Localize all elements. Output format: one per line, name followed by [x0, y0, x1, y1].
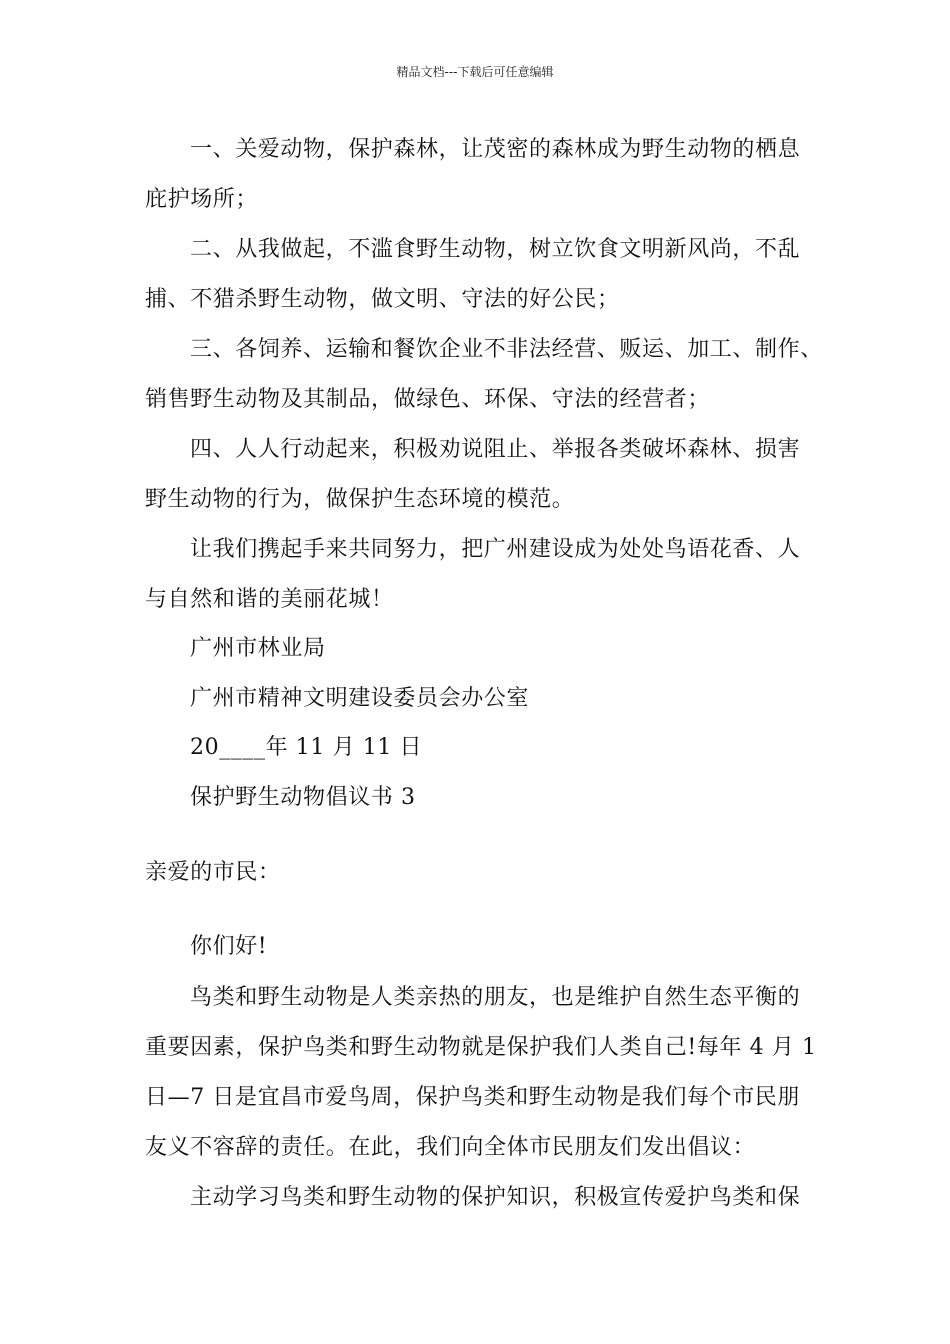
signature-date: 20____年 11 月 11 日 [190, 735, 423, 760]
paragraph-line: 野生动物的行为，做保护生态环境的模范。 [145, 487, 575, 512]
paragraph-line: 日—7 日是宜昌市爱鸟周，保护鸟类和野生动物是我们每个市民朋 [145, 1085, 800, 1110]
paragraph-line: 与自然和谐的美丽花城！ [145, 587, 394, 612]
paragraph-line: 三、各饲养、运输和餐饮企业不非法经营、贩运、加工、制作、 [190, 337, 823, 362]
paragraph-line: 庇护场所； [145, 187, 259, 212]
paragraph-line: 销售野生动物及其制品，做绿色、环保、守法的经营者； [145, 387, 711, 412]
paragraph-line: 捕、不猎杀野生动物，做文明、守法的好公民； [145, 287, 620, 312]
greeting: 你们好! [190, 934, 268, 959]
salutation: 亲爱的市民： [145, 860, 281, 885]
section-title: 保护野生动物倡议书 3 [190, 785, 416, 810]
paragraph-line: 友义不容辞的责任。在此，我们向全体市民朋友们发出倡议： [145, 1135, 756, 1160]
paragraph-line: 二、从我做起，不滥食野生动物，树立饮食文明新风尚，不乱 [190, 237, 801, 262]
paragraph-line: 一、关爱动物，保护森林，让茂密的森林成为野生动物的栖息 [190, 137, 801, 162]
signature-organization: 广州市林业局 [190, 636, 326, 661]
page-header: 精品文档---下载后可任意编辑 [396, 65, 554, 79]
paragraph-line: 让我们携起手来共同努力，把广州建设成为处处鸟语花香、人 [190, 537, 801, 562]
paragraph-line: 鸟类和野生动物是人类亲热的朋友，也是维护自然生态平衡的 [190, 985, 801, 1010]
paragraph-line: 重要因素，保护鸟类和野生动物就是保护我们人类自己!每年 4 月 1 [145, 1035, 817, 1060]
paragraph-line: 主动学习鸟类和野生动物的保护知识，积极宣传爱护鸟类和保 [190, 1185, 801, 1210]
signature-organization: 广州市精神文明建设委员会办公室 [190, 686, 530, 711]
paragraph-line: 四、人人行动起来，积极劝说阻止、举报各类破坏森林、损害 [190, 437, 801, 462]
